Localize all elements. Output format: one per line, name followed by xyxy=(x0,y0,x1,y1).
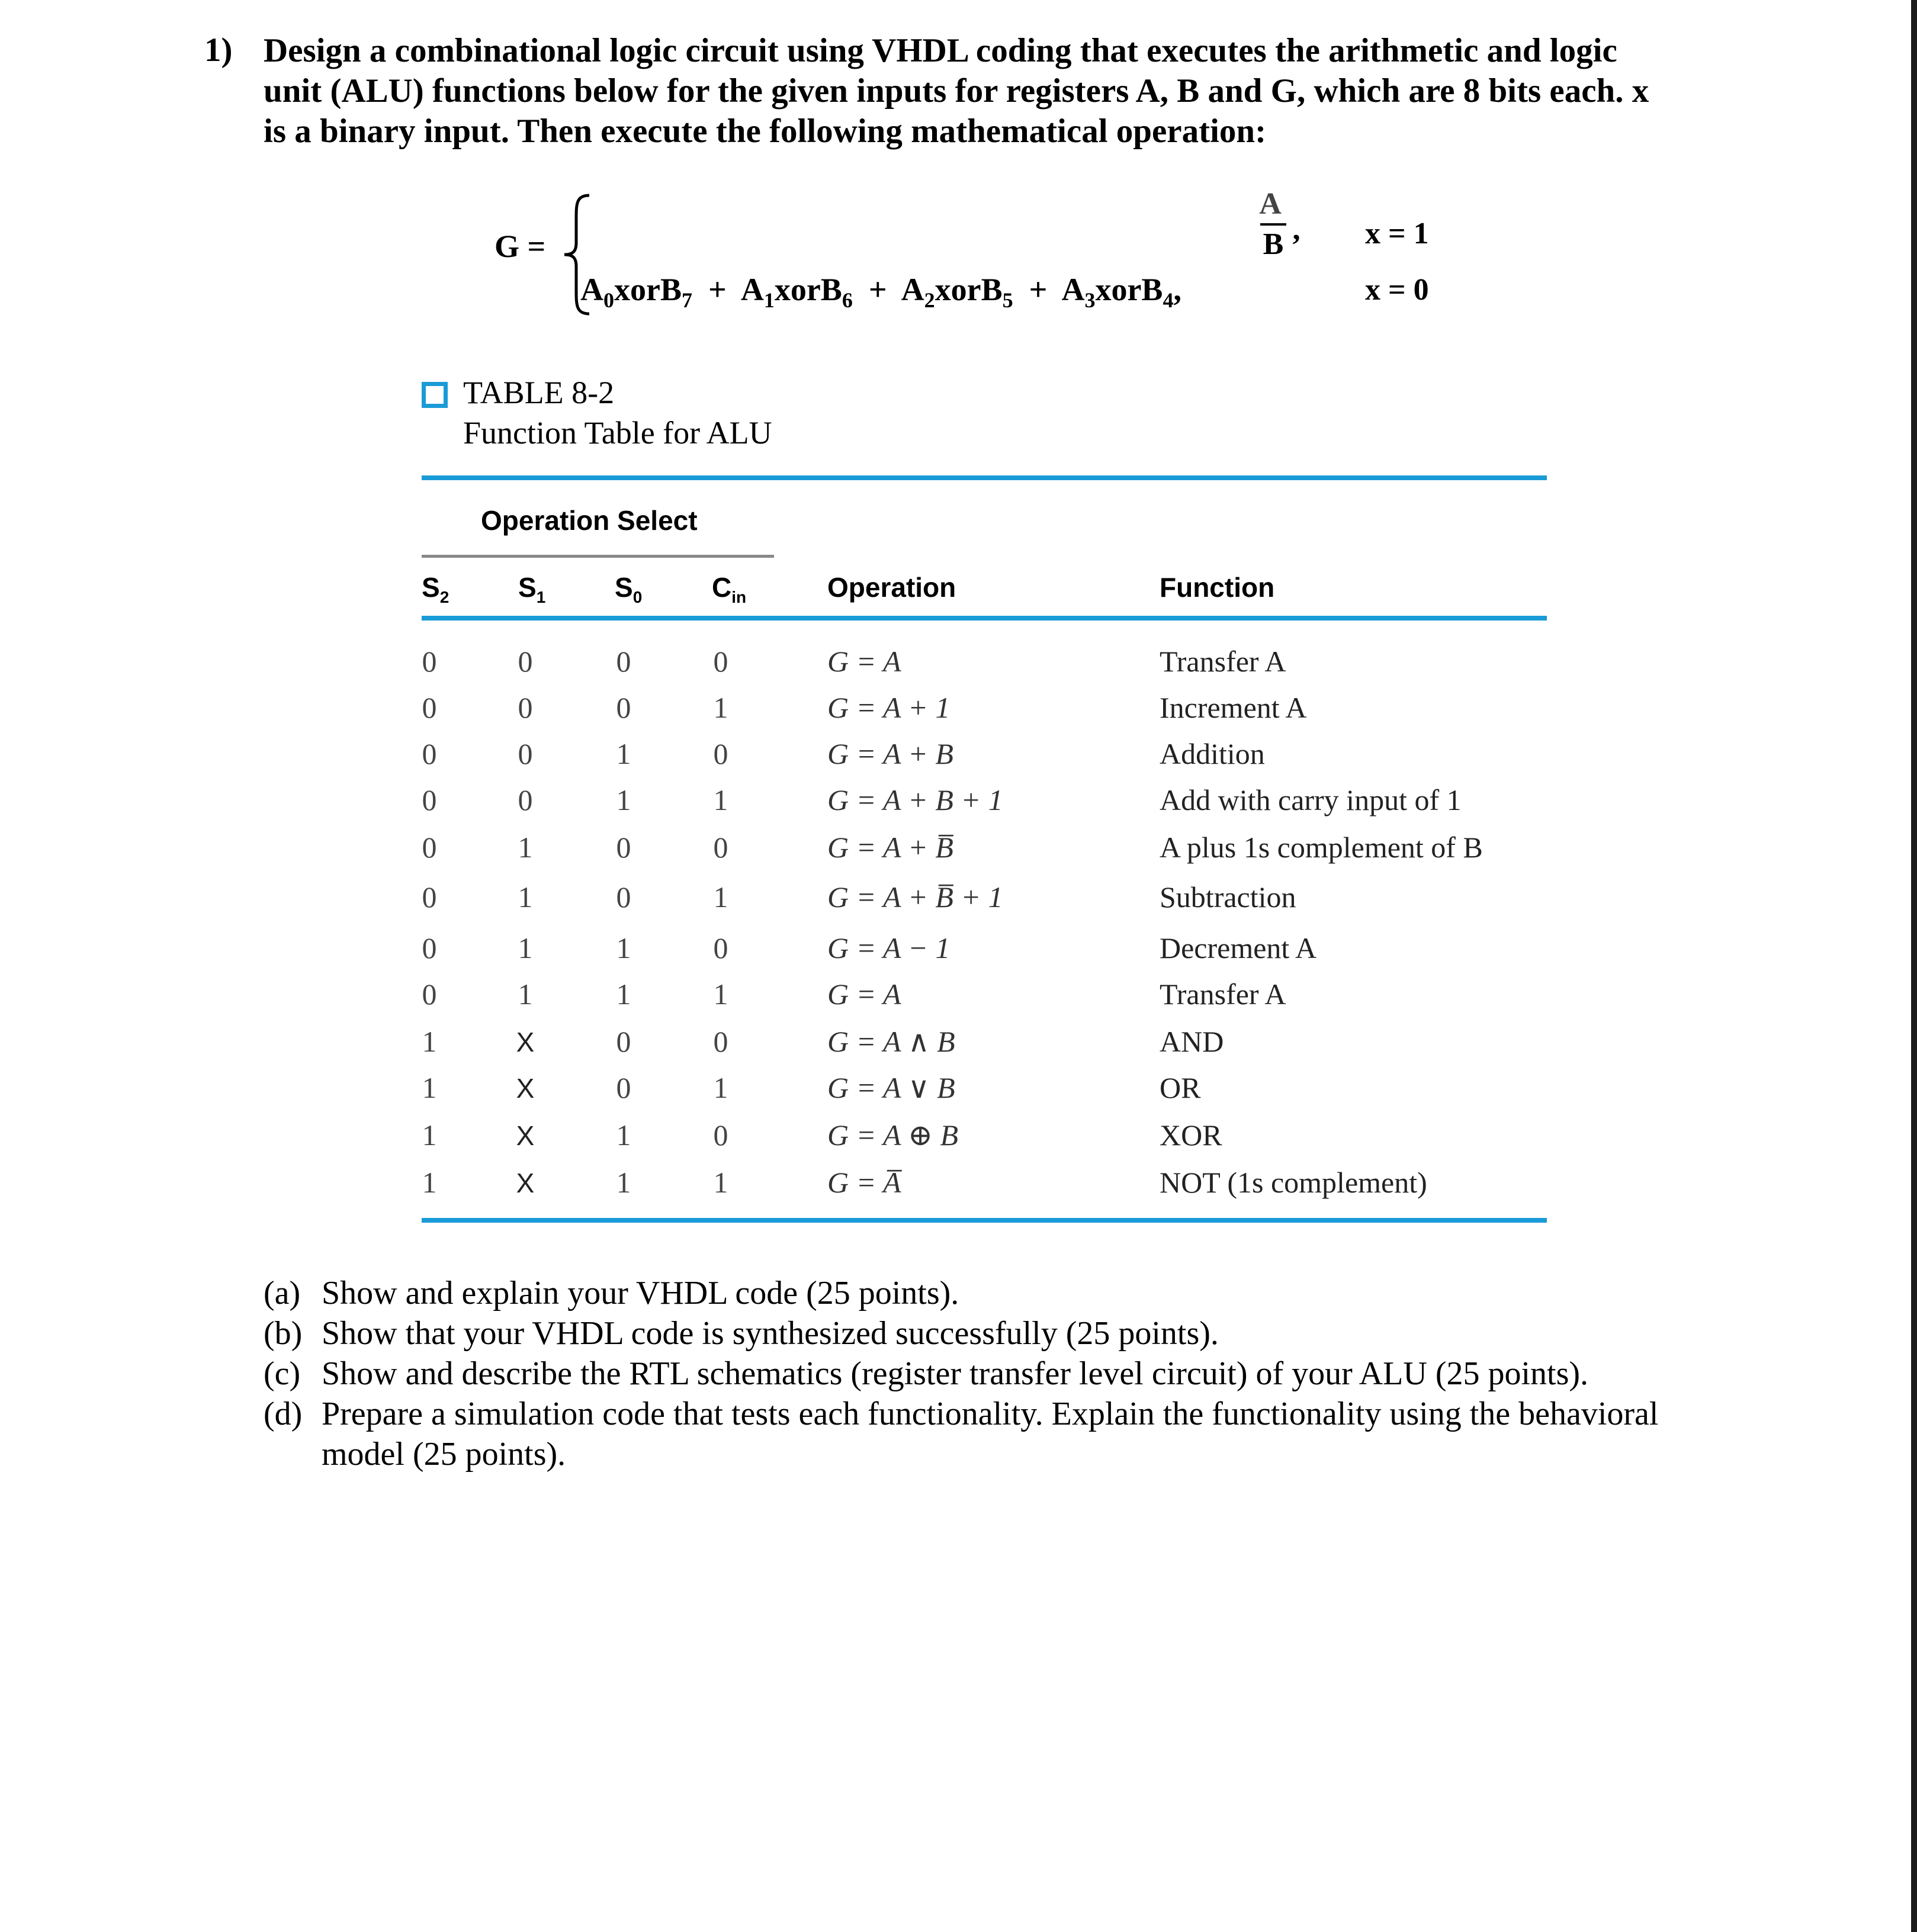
cell-operation: G = A + B̅ + 1 xyxy=(827,880,1003,914)
cell-s1: X xyxy=(516,1027,535,1057)
cell-s2: 1 xyxy=(422,1025,437,1058)
cell-cin: 1 xyxy=(713,880,728,914)
cell-s0: 1 xyxy=(616,1166,631,1199)
cell-operation: G = A ∨ B xyxy=(827,1071,955,1104)
cell-s1: 1 xyxy=(518,931,533,965)
cell-s1: X xyxy=(516,1120,535,1151)
cell-operation: G = A xyxy=(827,978,901,1011)
cell-s1: 1 xyxy=(518,978,533,1011)
cell-s1: 0 xyxy=(518,737,533,770)
cell-cin: 1 xyxy=(713,783,728,816)
cell-s2: 0 xyxy=(422,978,437,1011)
operation-select-underline xyxy=(422,555,774,558)
question-line-3: is a binary input. Then execute the following mathematical operation: xyxy=(264,112,1267,150)
cell-s2: 1 xyxy=(422,1166,437,1199)
header-s1: $S_1$ xyxy=(518,572,546,607)
sub-question-d xyxy=(264,1394,1713,1474)
table-top-rule xyxy=(422,475,1547,480)
cell-s1: 0 xyxy=(518,645,533,678)
cell-s1: X xyxy=(516,1168,535,1198)
cell-s2: 1 xyxy=(422,1118,437,1152)
fraction-numerator: A xyxy=(1259,187,1282,221)
cell-function: Add with carry input of 1 xyxy=(1160,783,1462,816)
cell-s0: 0 xyxy=(616,831,631,864)
cell-s1: 0 xyxy=(518,691,533,724)
part-label: (a) xyxy=(264,1275,301,1311)
cell-function: XOR xyxy=(1160,1118,1222,1152)
table-bottom-rule xyxy=(422,1218,1547,1223)
cell-function: Decrement A xyxy=(1160,931,1317,965)
part-label: (d) xyxy=(264,1396,303,1432)
cell-operation: G = A − 1 xyxy=(827,931,951,965)
cell-s2: 0 xyxy=(422,691,437,724)
cell-function: Addition xyxy=(1160,737,1265,770)
sub-question-b xyxy=(264,1313,1713,1354)
cell-s1: 0 xyxy=(518,783,533,816)
cell-s2: 0 xyxy=(422,783,437,816)
window-edge xyxy=(1911,0,1917,1932)
cell-s2: 0 xyxy=(422,931,437,965)
cell-s2: 0 xyxy=(422,831,437,864)
cell-operation: G = A + B + 1 xyxy=(827,783,1003,816)
cell-cin: 1 xyxy=(713,978,728,1011)
xor-term-4: $A_3xorB_4$ xyxy=(1061,272,1174,312)
cell-cin: 1 xyxy=(713,1071,728,1104)
cell-operation: G = A ⊕ B xyxy=(827,1118,959,1152)
header-function: Function xyxy=(1160,572,1275,603)
question-line-1: Design a combinational logic circuit using VHDL coding that executes the arithmetic and logic xyxy=(264,32,1617,69)
part-text: Show and explain your VHDL code (25 points). xyxy=(322,1275,959,1311)
cell-s0: 0 xyxy=(616,645,631,678)
fraction-bar xyxy=(1260,223,1286,226)
cell-function: Transfer A xyxy=(1160,645,1286,678)
fraction-denominator: B xyxy=(1263,227,1284,261)
header-cin: $C_{in}$ xyxy=(712,572,747,607)
cell-s1: 1 xyxy=(518,831,533,864)
table-caption-title: TABLE 8-2 xyxy=(463,375,615,410)
cell-operation: G = A̅ xyxy=(827,1166,901,1199)
cell-operation: G = A ∧ B xyxy=(827,1025,955,1058)
cell-operation: G = A + B xyxy=(827,737,953,770)
cell-function: AND xyxy=(1160,1025,1224,1058)
cell-operation: G = A xyxy=(827,645,901,678)
plus-sign: + xyxy=(708,272,727,307)
condition-x-equals-0: x = 0 xyxy=(1365,273,1429,307)
cell-s0: 1 xyxy=(616,783,631,816)
cell-cin: 1 xyxy=(713,1166,728,1199)
sub-questions xyxy=(264,1273,1713,1474)
question-number: 1) xyxy=(204,31,233,69)
cell-cin: 0 xyxy=(713,831,728,864)
cell-cin: 0 xyxy=(713,737,728,770)
cell-s2: 1 xyxy=(422,1071,437,1104)
cell-cin: 1 xyxy=(713,691,728,724)
cell-s0: 0 xyxy=(616,880,631,914)
xor-sum-expression xyxy=(580,271,1181,313)
cell-s0: 0 xyxy=(616,1025,631,1058)
part-text: Show that your VHDL code is synthesized successfully (25 points). xyxy=(322,1315,1219,1352)
fraction-comma: ’ xyxy=(1291,229,1302,262)
cell-operation: G = A + B̅ xyxy=(827,831,953,864)
sub-question-a xyxy=(264,1273,1713,1313)
cell-function: A plus 1s complement of B xyxy=(1160,831,1483,864)
xor-term-2: $A_1xorB_6$ xyxy=(740,272,853,312)
table-header-rule xyxy=(422,616,1547,621)
part-text: Prepare a simulation code that tests each functionality. Explain the functionality using the behavioral model (25 points). xyxy=(322,1396,1659,1473)
question-line-2: unit (ALU) functions below for the given inputs for registers A, B and G, which are 8 bits each. x xyxy=(264,72,1649,110)
square-icon xyxy=(422,382,448,408)
cell-s1: X xyxy=(516,1073,535,1104)
cell-s0: 0 xyxy=(616,691,631,724)
cell-s2: 0 xyxy=(422,645,437,678)
cell-operation: G = A + 1 xyxy=(827,691,951,724)
cell-cin: 0 xyxy=(713,1118,728,1152)
sub-question-c xyxy=(264,1354,1713,1394)
plus-sign: + xyxy=(868,272,887,307)
cell-s0: 0 xyxy=(616,1071,631,1104)
part-text: Show and describe the RTL schematics (register transfer level circuit) of your ALU (25 points). xyxy=(322,1355,1589,1392)
cell-s0: 1 xyxy=(616,931,631,965)
cell-s0: 1 xyxy=(616,737,631,770)
question-text xyxy=(264,31,1697,152)
cell-s2: 0 xyxy=(422,737,437,770)
cell-cin: 0 xyxy=(713,931,728,965)
cell-s0: 1 xyxy=(616,978,631,1011)
header-s0: $S_0$ xyxy=(615,572,643,607)
equation-lhs: G = xyxy=(494,229,546,264)
plus-sign: + xyxy=(1029,272,1048,307)
cell-s1: 1 xyxy=(518,880,533,914)
xor-term-1: $A_0xorB_7$ xyxy=(580,272,692,312)
cell-function: OR xyxy=(1160,1071,1201,1104)
condition-x-equals-1: x = 1 xyxy=(1365,217,1429,250)
header-s2: $S_2$ xyxy=(422,572,449,607)
cell-function: Transfer A xyxy=(1160,978,1286,1011)
table-caption-subtitle: Function Table for ALU xyxy=(463,415,772,451)
part-label: (c) xyxy=(264,1355,301,1392)
cell-cin: 0 xyxy=(713,1025,728,1058)
part-label: (b) xyxy=(264,1315,303,1352)
cell-function: NOT (1s complement) xyxy=(1160,1166,1427,1199)
cell-s0: 1 xyxy=(616,1118,631,1152)
xor-term-3: $A_2xorB_5$ xyxy=(901,272,1013,312)
operation-select-header: Operation Select xyxy=(481,505,698,536)
cell-function: Increment A xyxy=(1160,691,1307,724)
cell-cin: 0 xyxy=(713,645,728,678)
expression-comma: , xyxy=(1173,272,1181,307)
fraction-a-over-b xyxy=(1255,187,1291,262)
cell-function: Subtraction xyxy=(1160,880,1296,914)
cell-s2: 0 xyxy=(422,880,437,914)
header-operation: Operation xyxy=(827,572,956,603)
